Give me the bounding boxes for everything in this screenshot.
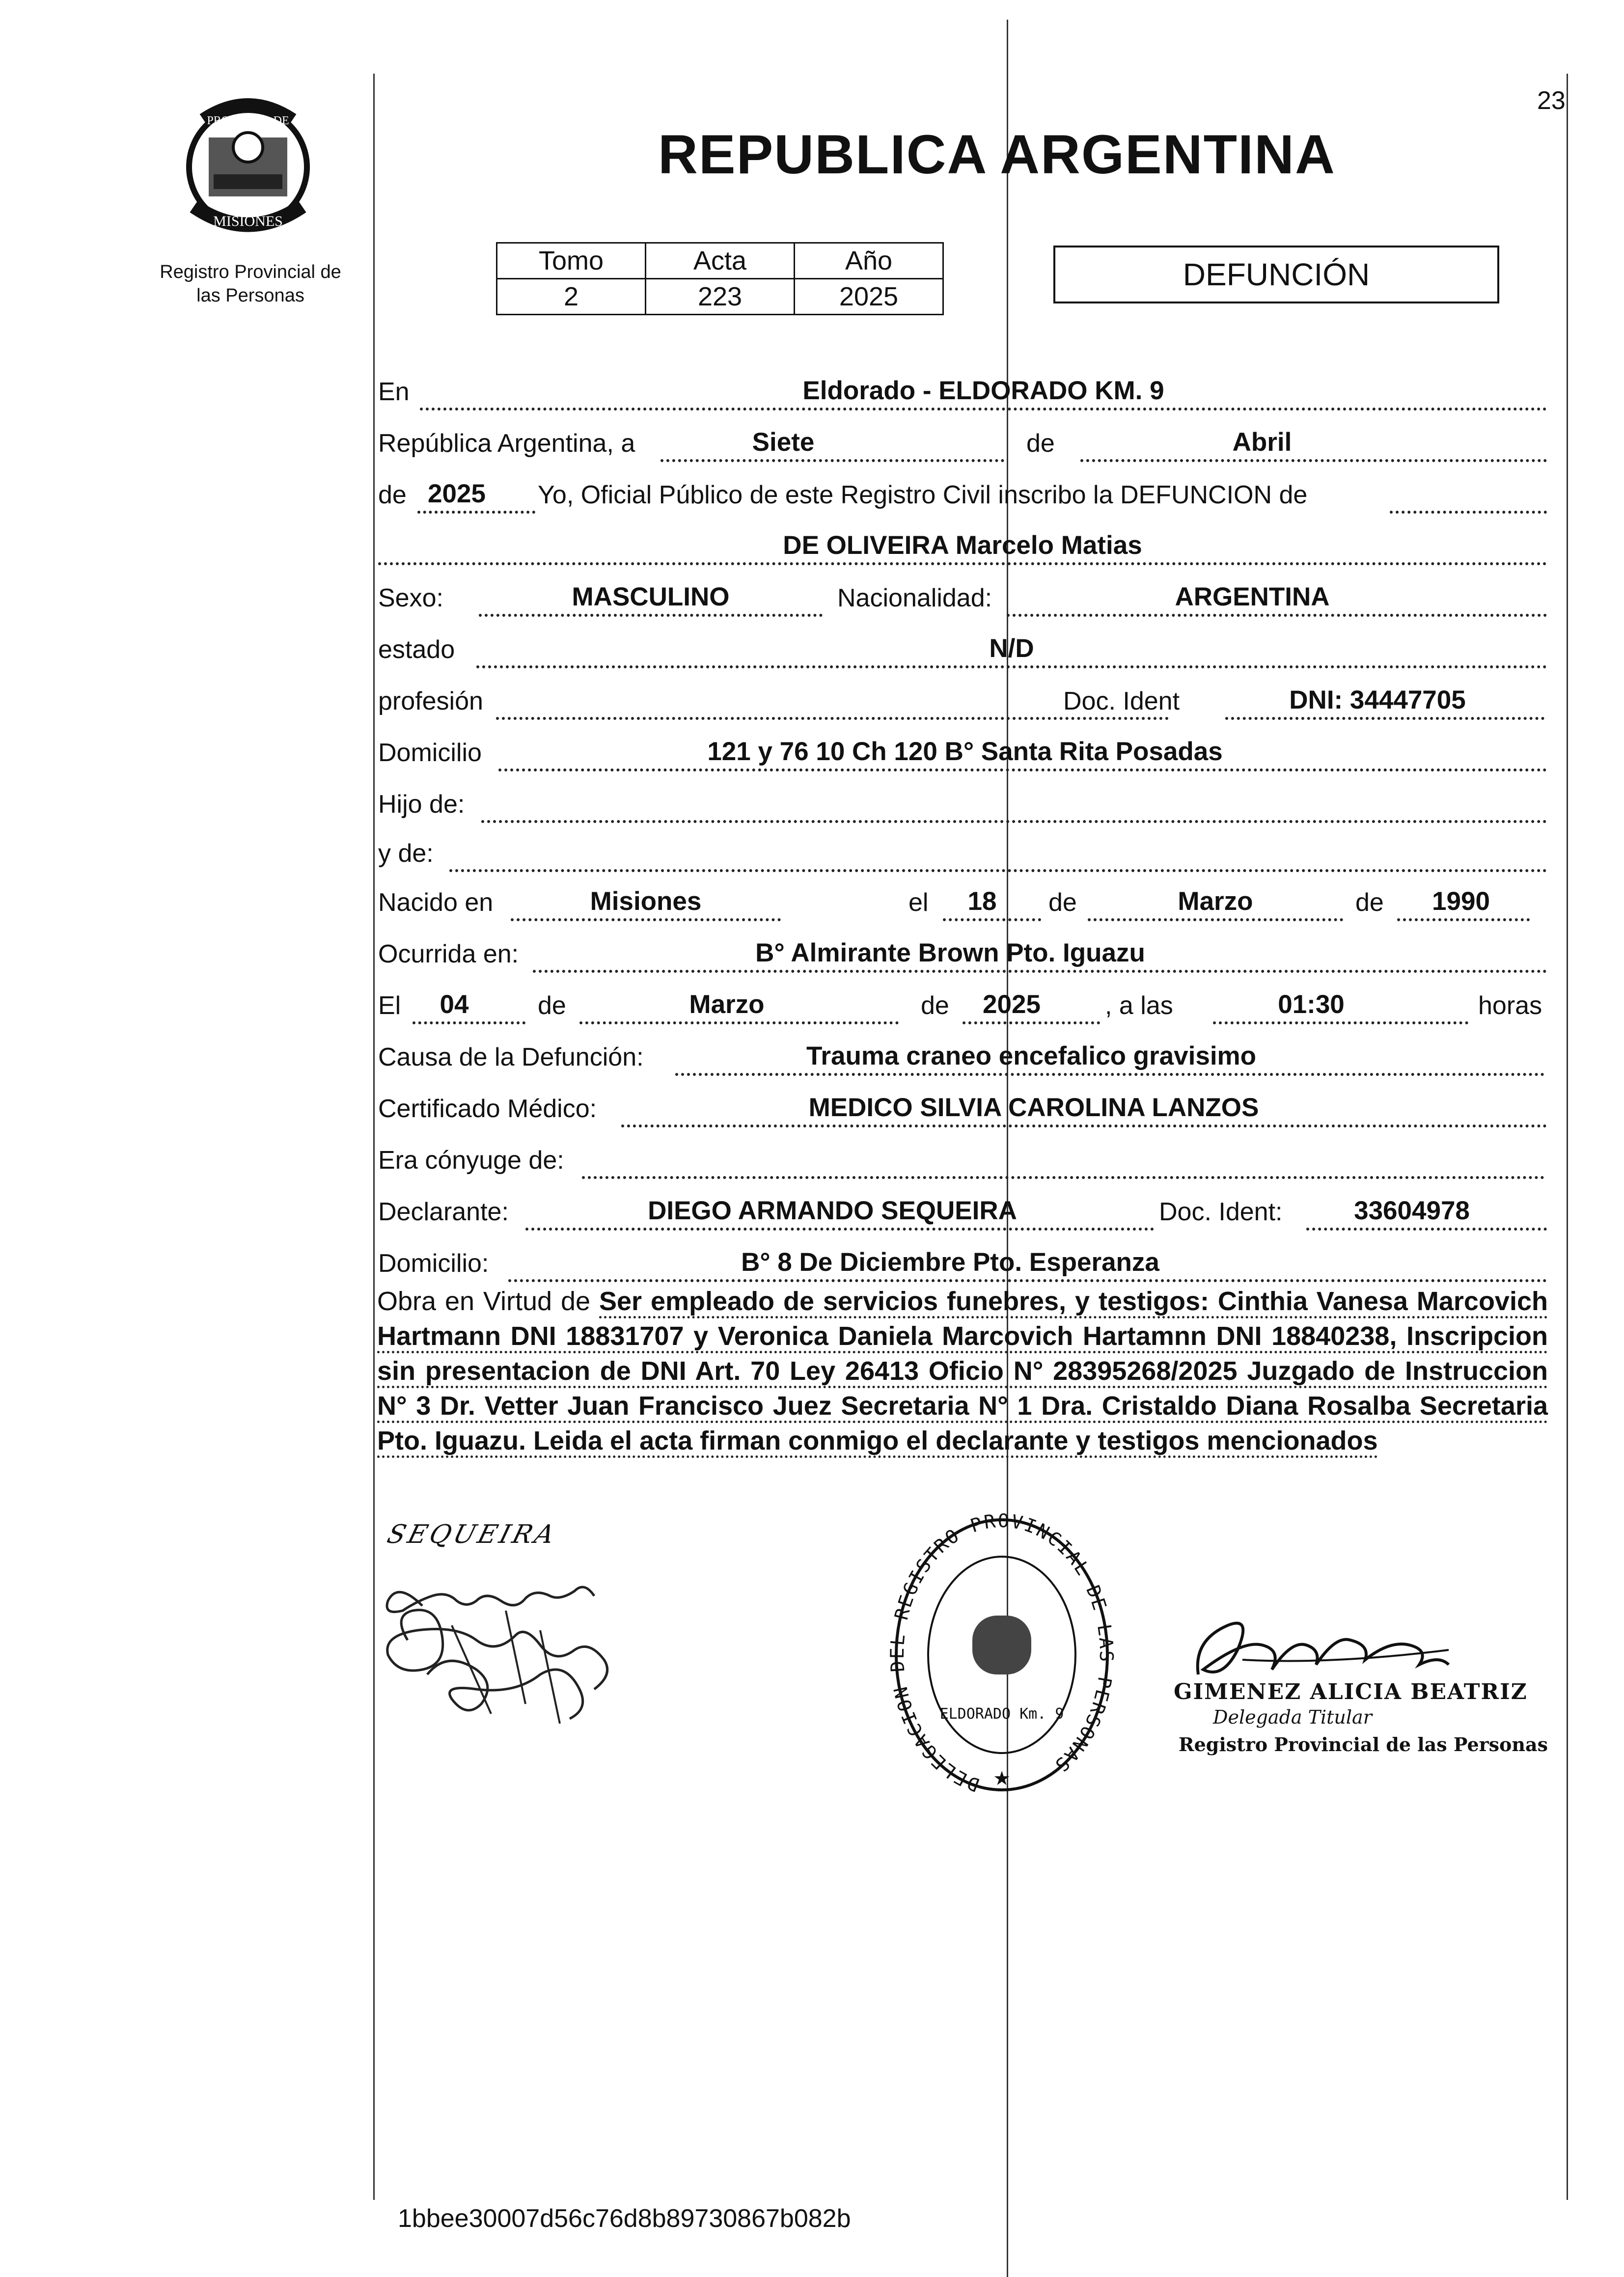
row-y-de <box>378 825 1547 874</box>
value-death-year: 2025 <box>983 990 1041 1019</box>
value-estado: N/D <box>989 634 1034 663</box>
row-declarante <box>378 1183 1547 1233</box>
value-birth-month: Marzo <box>1178 887 1253 916</box>
handwritten-name-signature: SEQUEIRA <box>384 1520 561 1549</box>
value-declarante-doc: 33604978 <box>1354 1196 1470 1225</box>
label-de: de <box>1026 429 1055 458</box>
obra-en-virtud-paragraph <box>377 1284 1548 1458</box>
value-nacido-en: Misiones <box>590 887 702 916</box>
dotted-line <box>498 768 1547 771</box>
value-declarante-domicilio: B° 8 De Diciembre Pto. Esperanza <box>741 1248 1159 1277</box>
stamp-star-icon: ★ <box>993 1768 1011 1789</box>
dotted-line <box>1088 918 1343 921</box>
registry-line-2: las Personas <box>196 285 304 306</box>
value-obra-text: Ser empleado de servicios funebres, y testigos: Cinthia Vanesa Marcovich Hartmann DNI 18831707 y Veronica Daniela Marcovich Hartamnn DNI 18840238, Inscripcion sin presentacion de DNI Art. 70 Ley 26413 Oficio N° 28395268/2025 Juzgado de Instruccion N° 3 Dr. Vetter Juan Francisco Juez Secretaria N° 1 Dra. Cristaldo Diana Rosalba Secretaria Pto. Iguazu. Leida el acta firman conmigo el declarante y testigos mencionados <box>377 1287 1548 1458</box>
dotted-line <box>420 408 1547 411</box>
official-registry: Registro Provincial de las Personas <box>1179 1733 1548 1756</box>
dotted-line <box>533 970 1547 973</box>
value-ocurrida: B° Almirante Brown Pto. Iguazu <box>755 938 1145 967</box>
provincial-seal-icon <box>167 86 329 243</box>
row-death-date <box>378 977 1547 1026</box>
dotted-line <box>378 562 1547 565</box>
row-declarante-domicilio <box>378 1235 1547 1284</box>
dotted-line <box>511 918 781 921</box>
row-hijo-de <box>378 776 1547 825</box>
document-hash: 1bbee30007d56c76d8b89730867b082b <box>398 2204 851 2233</box>
label-horas: horas <box>1478 991 1542 1020</box>
dotted-line <box>525 1228 1154 1231</box>
label-hijo-de: Hijo de: <box>378 790 465 819</box>
value-month-word: Abril <box>1232 428 1292 457</box>
label-estado: estado <box>378 635 455 664</box>
label-conyuge: Era cónyuge de: <box>378 1146 564 1175</box>
dotted-line <box>1080 459 1547 462</box>
label-de5: de <box>538 991 566 1020</box>
value-death-day: 04 <box>440 990 469 1019</box>
label-obra: Obra en Virtud de <box>377 1287 591 1316</box>
value-tomo: 2 <box>497 279 646 315</box>
label-de6: de <box>921 991 949 1020</box>
registry-stamp-icon <box>884 1508 1120 1812</box>
dotted-line <box>417 511 535 514</box>
header-ano: Año <box>795 243 943 279</box>
label-de3: de <box>1048 888 1077 917</box>
declarant-signature-icon <box>378 1562 633 1738</box>
dotted-line <box>1390 511 1547 514</box>
value-birth-day: 18 <box>967 887 997 916</box>
label-doc-ident: Doc. Ident <box>1063 687 1180 715</box>
value-birth-year: 1990 <box>1432 887 1490 916</box>
label-a-las: , a las <box>1105 991 1173 1020</box>
value-declarante: DIEGO ARMANDO SEQUEIRA <box>648 1196 1017 1225</box>
dotted-line <box>476 665 1547 668</box>
dotted-line <box>496 717 1169 720</box>
label-de4: de <box>1355 888 1384 917</box>
value-place: Eldorado - ELDORADO KM. 9 <box>802 376 1164 405</box>
dotted-line <box>579 1021 899 1024</box>
row-domicilio <box>378 724 1547 773</box>
value-death-month: Marzo <box>689 990 765 1019</box>
dotted-line <box>1007 614 1547 617</box>
row-estado <box>378 621 1547 670</box>
dotted-line <box>1213 1021 1468 1024</box>
dotted-line <box>661 459 1004 462</box>
value-acta: 223 <box>646 279 795 315</box>
label-el2: El <box>378 991 401 1020</box>
right-margin-line <box>1567 74 1568 2200</box>
left-margin-line <box>373 74 375 2200</box>
label-ocurrida: Ocurrida en: <box>378 940 519 968</box>
value-death-time: 01:30 <box>1278 990 1345 1019</box>
row-conyuge <box>378 1132 1547 1181</box>
label-doc-ident-2: Doc. Ident: <box>1159 1198 1283 1226</box>
row-deceased-name <box>378 518 1547 567</box>
dotted-line <box>449 869 1547 872</box>
label-de2: de <box>378 481 407 509</box>
header-acta: Acta <box>646 243 795 279</box>
label-el: el <box>908 888 929 917</box>
registry-caption <box>147 260 354 307</box>
dotted-line <box>621 1125 1547 1127</box>
official-signature-icon <box>1184 1611 1459 1689</box>
dotted-line <box>413 1021 525 1024</box>
seal-bottom-text: MISIONES <box>213 213 283 229</box>
row-birth <box>378 874 1547 923</box>
row-sex-nationality <box>378 570 1547 619</box>
record-table <box>496 242 944 315</box>
label-declarante: Declarante: <box>378 1198 509 1226</box>
value-year: 2025 <box>428 479 486 508</box>
row-causa <box>378 1029 1547 1078</box>
label-statement: Yo, Oficial Público de este Registro Civil inscribo la DEFUNCION de <box>538 481 1308 509</box>
dotted-line <box>963 1021 1100 1024</box>
value-certificado: MEDICO SILVIA CAROLINA LANZOS <box>808 1093 1259 1122</box>
value-causa: Trauma craneo encefalico gravisimo <box>806 1042 1257 1070</box>
registry-line-1: Registro Provincial de <box>160 262 341 282</box>
value-day-word: Siete <box>752 428 815 457</box>
label-certificado: Certificado Médico: <box>378 1095 597 1123</box>
dotted-line <box>479 614 823 617</box>
value-ano: 2025 <box>795 279 943 315</box>
stamp-ring-text: DELEGACION DEL REGISTRO PROVINCIAL DE LAS PERSONAS <box>886 1509 1118 1796</box>
row-ocurrida <box>378 926 1547 975</box>
label-causa: Causa de la Defunción: <box>378 1043 644 1071</box>
dotted-line <box>943 918 1041 921</box>
row-statement <box>378 466 1547 516</box>
country-title: REPUBLICA ARGENTINA <box>658 124 1336 185</box>
header-tomo: Tomo <box>497 243 646 279</box>
label-domicilio-2: Domicilio: <box>378 1249 489 1278</box>
stamp-inner-text: ELDORADO Km. 9 <box>939 1705 1064 1723</box>
label-republica: República Argentina, a <box>378 429 635 458</box>
dotted-line <box>1397 918 1530 921</box>
label-profesion: profesión <box>378 687 483 715</box>
dotted-line <box>675 1073 1544 1076</box>
row-certificado <box>378 1080 1547 1129</box>
dotted-line <box>582 1176 1544 1179</box>
label-nacido-en: Nacido en <box>378 888 494 917</box>
label-en: En <box>378 378 410 406</box>
dotted-line <box>1225 717 1544 720</box>
row-date-written <box>378 415 1547 464</box>
row-place <box>378 363 1547 412</box>
label-sexo: Sexo: <box>378 584 443 612</box>
label-domicilio: Domicilio <box>378 739 482 767</box>
dotted-line <box>508 1279 1547 1282</box>
document-type-box: DEFUNCIÓN <box>1053 246 1499 303</box>
value-nacionalidad: ARGENTINA <box>1175 582 1330 611</box>
value-domicilio: 121 y 76 10 Ch 120 B° Santa Rita Posadas <box>707 737 1223 766</box>
value-doc-ident: DNI: 34447705 <box>1289 686 1466 714</box>
dotted-line <box>481 820 1547 823</box>
value-deceased-name: DE OLIVEIRA Marcelo Matias <box>783 531 1142 560</box>
official-role: Delegada Titular <box>1213 1706 1372 1728</box>
label-y-de: y de: <box>378 839 434 868</box>
seal-top-text: PROVINCIA DE <box>207 114 289 127</box>
row-profession-doc <box>378 673 1547 722</box>
dotted-line <box>1306 1228 1547 1231</box>
value-sexo: MASCULINO <box>572 582 730 611</box>
official-name: GIMENEZ ALICIA BEATRIZ <box>1174 1679 1528 1704</box>
label-nacionalidad: Nacionalidad: <box>837 584 992 612</box>
page-number: 23 <box>1537 86 1566 115</box>
